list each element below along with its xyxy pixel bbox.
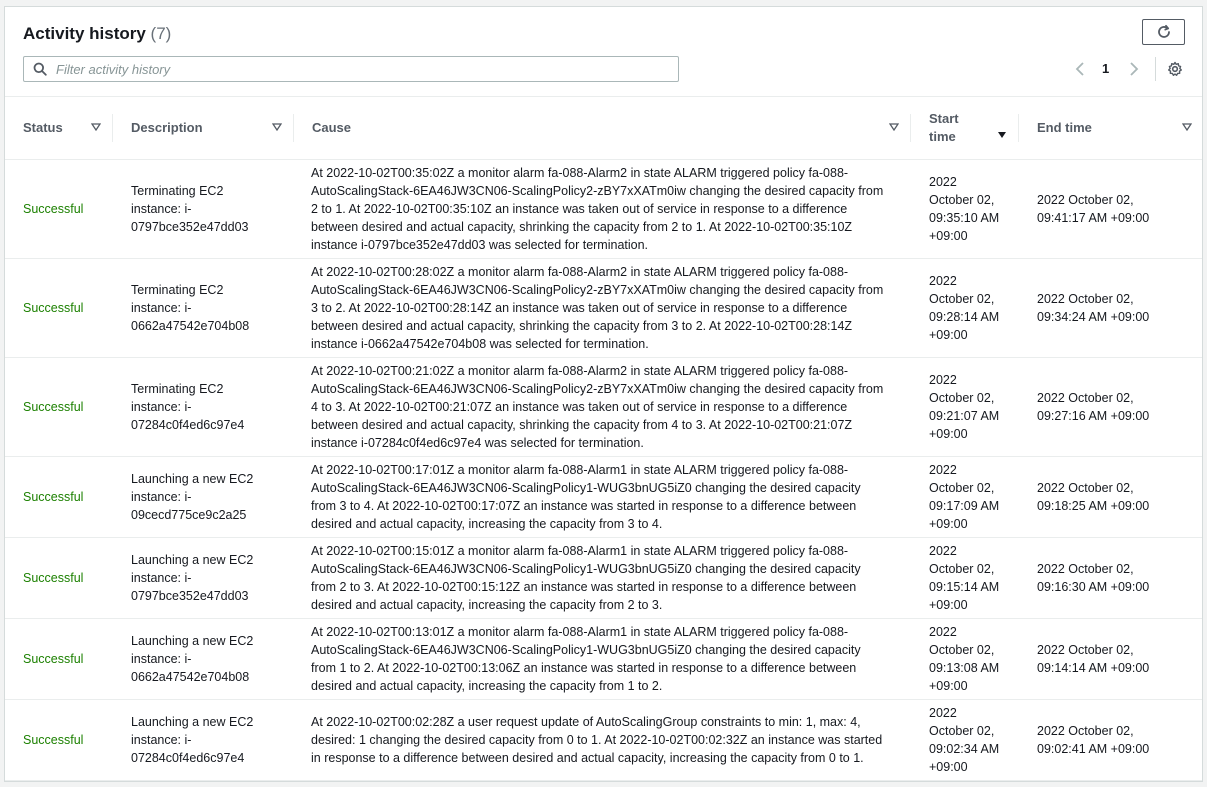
- next-page-button[interactable]: [1127, 61, 1141, 81]
- caret-down-filled-icon[interactable]: [997, 131, 1007, 139]
- page-number[interactable]: 1: [1102, 61, 1110, 76]
- caret-down-icon[interactable]: [1182, 123, 1192, 131]
- end-time-cell: 2022 October 02, 09:18:25 AM +09:00: [1019, 457, 1203, 538]
- end-time-cell: 2022 October 02, 09:16:30 AM +09:00: [1019, 538, 1203, 619]
- start-time-cell: 2022 October 02, 09:28:14 AM +09:00: [911, 259, 1019, 358]
- description-cell: Launching a new EC2 instance: i-09cecd775ce9c2a25: [113, 457, 294, 538]
- status-cell: Successful: [5, 700, 113, 781]
- start-time-cell: 2022 October 02, 09:02:34 AM +09:00: [911, 700, 1019, 781]
- previous-page-button[interactable]: [1073, 61, 1087, 81]
- description-cell: Terminating EC2 instance: i-07284c0f4ed6c97e4: [113, 358, 294, 457]
- start-time-cell: 2022 October 02, 09:13:08 AM +09:00: [911, 619, 1019, 700]
- start-time-cell: 2022 October 02, 09:35:10 AM +09:00: [911, 160, 1019, 259]
- cause-cell: At 2022-10-02T00:15:01Z a monitor alarm fa-088-Alarm1 in state ALARM triggered policy fa-088-AutoScalingStack-6EA46JW3CN06-ScalingPolicy1-WUG3bnUG5iZ0 changing the desired capacity from 2 to 3. At 2022-10-02T00:15:12Z an instance was started in response to a difference between desired and actual capacity, increasing the capacity from 2 to 3.: [294, 538, 911, 619]
- cause-cell: At 2022-10-02T00:21:02Z a monitor alarm fa-088-Alarm2 in state ALARM triggered policy fa-088-AutoScalingStack-6EA46JW3CN06-ScalingPolicy2-zBY7xXATm0iw changing the desired capacity from 4 to 3. At 2022-10-02T00:21:07Z an instance was taken out of service in response to a difference between desired and actual capacity, shrinking the capacity from 4 to 3. At 2022-10-02T00:21:07Z instance i-07284c0f4ed6c97e4 was selected for termination.: [294, 358, 911, 457]
- status-cell: Successful: [5, 457, 113, 538]
- cause-cell: At 2022-10-02T00:28:02Z a monitor alarm fa-088-Alarm2 in state ALARM triggered policy fa-088-AutoScalingStack-6EA46JW3CN06-ScalingPolicy2-zBY7xXATm0iw changing the desired capacity from 3 to 2. At 2022-10-02T00:28:14Z an instance was taken out of service in response to a difference between desired and actual capacity, shrinking the capacity from 3 to 2. At 2022-10-02T00:28:14Z instance i-0662a47542e704b08 was selected for termination.: [294, 259, 911, 358]
- description-cell: Launching a new EC2 instance: i-0797bce352e47dd03: [113, 538, 294, 619]
- caret-down-icon[interactable]: [91, 123, 101, 131]
- table-row: [5, 619, 1203, 700]
- search-icon: [33, 62, 47, 76]
- item-count: (7): [150, 24, 172, 43]
- start-time-cell: 2022 October 02, 09:21:07 AM +09:00: [911, 358, 1019, 457]
- cause-cell: At 2022-10-02T00:02:28Z a user request update of AutoScalingGroup constraints to min: 1, max: 4, desired: 1 changing the desired capacity from 0 to 1. At 2022-10-02T00:02:32Z an instance was started in response to a difference between desired and actual capacity, increasing the capacity from 0 to 1.: [294, 700, 911, 781]
- end-time-cell: 2022 October 02, 09:14:14 AM +09:00: [1019, 619, 1203, 700]
- status-cell: Successful: [5, 538, 113, 619]
- chevron-right-icon: [1127, 61, 1141, 77]
- description-cell: Terminating EC2 instance: i-0797bce352e47dd03: [113, 160, 294, 259]
- column-header-end-time[interactable]: End time: [1019, 97, 1203, 160]
- search-field[interactable]: [23, 56, 679, 82]
- status-cell: Successful: [5, 259, 113, 358]
- toolbar-divider: [1155, 57, 1156, 81]
- table-row: [5, 160, 1203, 259]
- description-cell: Launching a new EC2 instance: i-07284c0f4ed6c97e4: [113, 700, 294, 781]
- description-cell: Terminating EC2 instance: i-0662a47542e704b08: [113, 259, 294, 358]
- description-cell: Launching a new EC2 instance: i-0662a47542e704b08: [113, 619, 294, 700]
- column-header-start-time[interactable]: Start time: [911, 97, 1019, 160]
- table-row: [5, 358, 1203, 457]
- column-header-description[interactable]: Description: [113, 97, 294, 160]
- preferences-button[interactable]: [1167, 61, 1183, 82]
- start-time-cell: 2022 October 02, 09:15:14 AM +09:00: [911, 538, 1019, 619]
- end-time-cell: 2022 October 02, 09:02:41 AM +09:00: [1019, 700, 1203, 781]
- column-header-cause[interactable]: Cause: [294, 97, 911, 160]
- cause-cell: At 2022-10-02T00:35:02Z a monitor alarm fa-088-Alarm2 in state ALARM triggered policy fa-088-AutoScalingStack-6EA46JW3CN06-ScalingPolicy2-zBY7xXATm0iw changing the desired capacity from 2 to 1. At 2022-10-02T00:35:10Z an instance was taken out of service in response to a difference between desired and actual capacity, shrinking the capacity from 2 to 1. At 2022-10-02T00:35:10Z instance i-0797bce352e47dd03 was selected for termination.: [294, 160, 911, 259]
- start-time-cell: 2022 October 02, 09:17:09 AM +09:00: [911, 457, 1019, 538]
- caret-down-icon[interactable]: [272, 123, 282, 131]
- gear-icon: [1167, 61, 1183, 77]
- caret-down-icon[interactable]: [889, 123, 899, 131]
- status-cell: Successful: [5, 619, 113, 700]
- table-row: [5, 259, 1203, 358]
- panel-header: [5, 7, 1202, 96]
- end-time-cell: 2022 October 02, 09:41:17 AM +09:00: [1019, 160, 1203, 259]
- refresh-icon: [1156, 24, 1172, 40]
- refresh-button[interactable]: [1142, 19, 1185, 45]
- cause-cell: At 2022-10-02T00:17:01Z a monitor alarm fa-088-Alarm1 in state ALARM triggered policy fa-088-AutoScalingStack-6EA46JW3CN06-ScalingPolicy1-WUG3bnUG5iZ0 changing the desired capacity from 3 to 4. At 2022-10-02T00:17:07Z an instance was started in response to a difference between desired and actual capacity, increasing the capacity from 3 to 4.: [294, 457, 911, 538]
- status-cell: Successful: [5, 358, 113, 457]
- table-header-row: [5, 97, 1203, 160]
- cause-cell: At 2022-10-02T00:13:01Z a monitor alarm fa-088-Alarm1 in state ALARM triggered policy fa-088-AutoScalingStack-6EA46JW3CN06-ScalingPolicy1-WUG3bnUG5iZ0 changing the desired capacity from 1 to 2. At 2022-10-02T00:13:06Z an instance was started in response to a difference between desired and actual capacity, increasing the capacity from 1 to 2.: [294, 619, 911, 700]
- table-row: [5, 538, 1203, 619]
- page-title: Activity history (7): [23, 24, 172, 43]
- table-row: [5, 700, 1203, 781]
- end-time-cell: 2022 October 02, 09:27:16 AM +09:00: [1019, 358, 1203, 457]
- chevron-left-icon: [1073, 61, 1087, 77]
- end-time-cell: 2022 October 02, 09:34:24 AM +09:00: [1019, 259, 1203, 358]
- column-header-status[interactable]: Status: [5, 97, 113, 160]
- activity-table: [5, 96, 1203, 781]
- search-input[interactable]: [54, 59, 654, 79]
- activity-history-panel: [4, 6, 1203, 782]
- status-cell: Successful: [5, 160, 113, 259]
- table-row: [5, 457, 1203, 538]
